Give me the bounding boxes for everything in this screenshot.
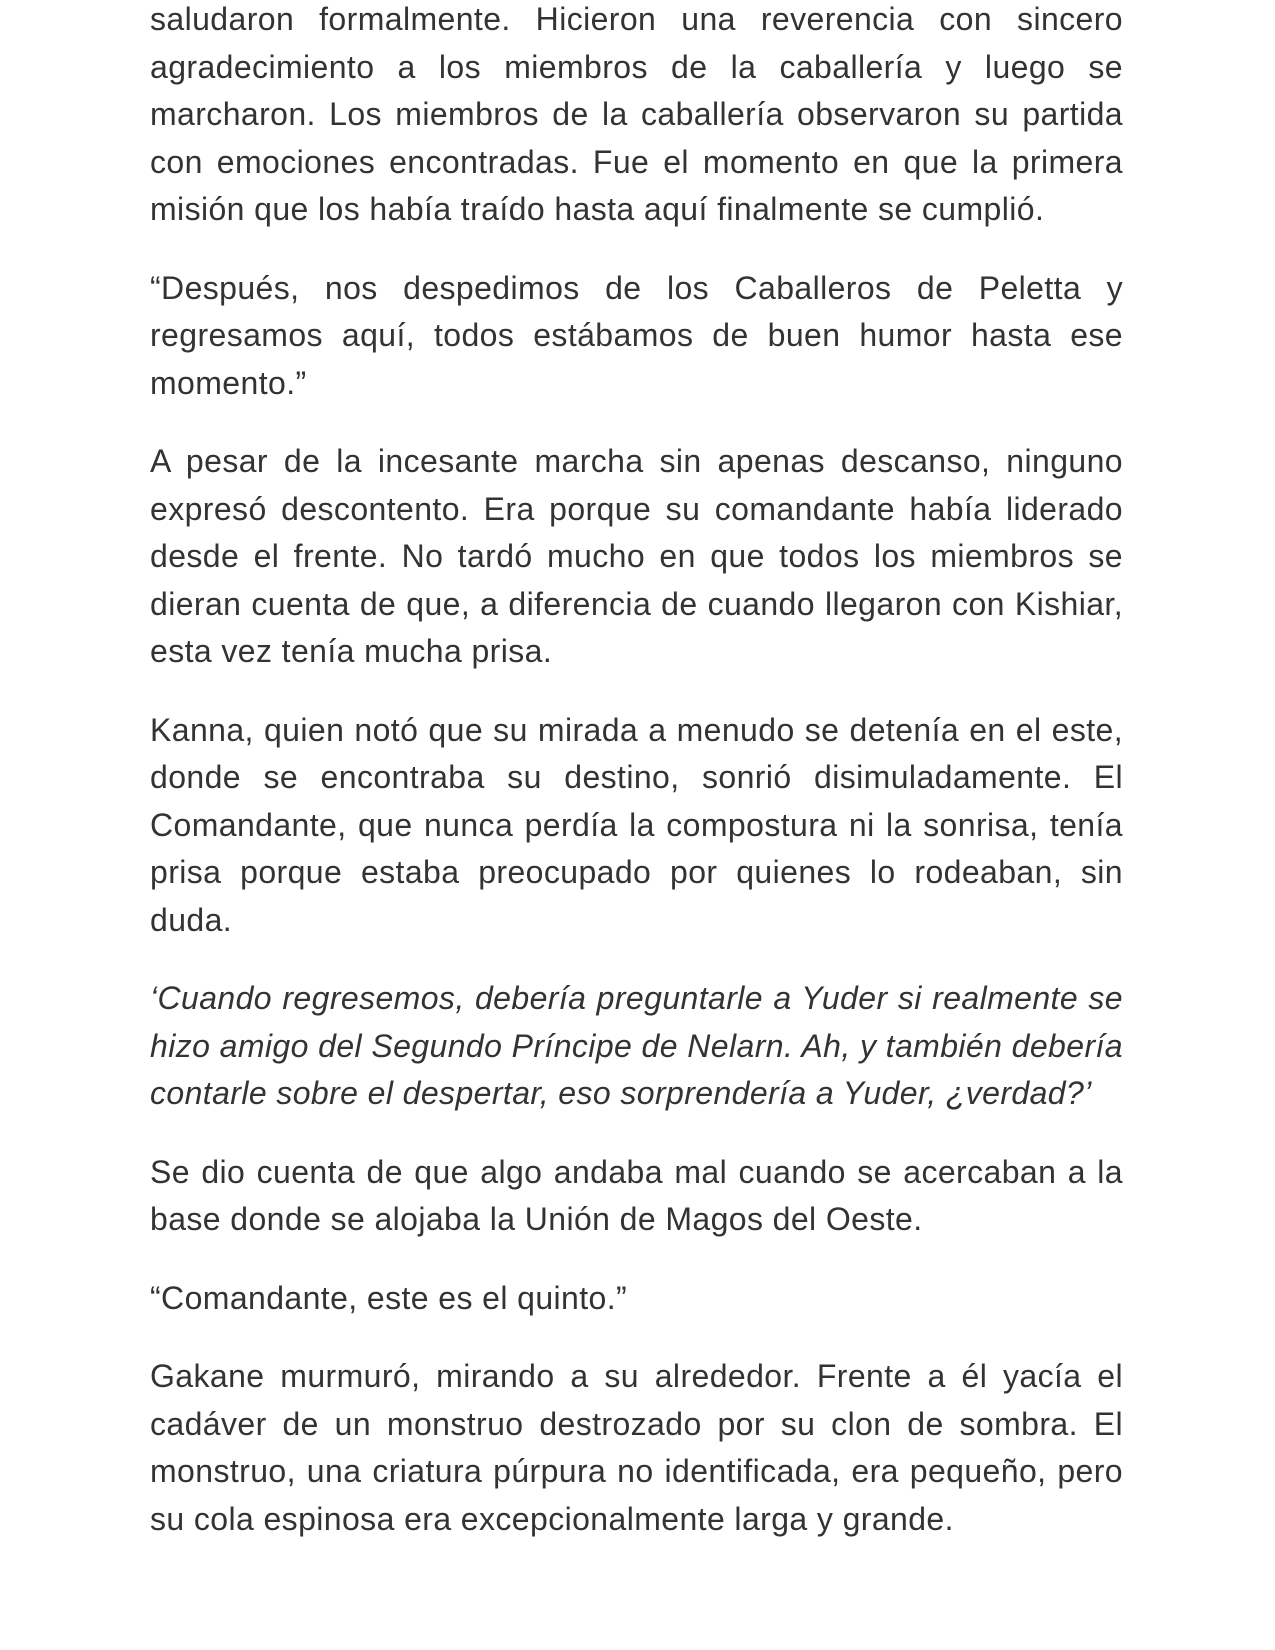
- paragraph: “Comandante, este es el quinto.”: [150, 1279, 628, 1316]
- paragraph: Gakane murmuró, mirando a su alrededor. Frente a él yacía el cadáver de un monstruo destrozado por su clon de sombra. El monstruo, una criatura púrpura no identificada, era pequeño, pero su cola espinosa era excepcionalmente larga y grande.: [150, 1358, 1123, 1537]
- paragraph: “Después, nos despedimos de los Caballeros de Peletta y regresamos aquí, todos estábamos de buen humor hasta ese momento.”: [150, 269, 1123, 401]
- italic-thought-paragraph: ‘Cuando regresemos, debería preguntarle a Yuder si realmente se hizo amigo del Segundo Príncipe de Nelarn. Ah, y también debería contarle sobre el despertar, eso sorprendería a Yuder, ¿verdad?’: [150, 980, 1123, 1111]
- document-page: [150, 0, 1123, 1574]
- paragraph: Kanna, quien notó que su mirada a menudo se detenía en el este, donde se encontraba su destino, sonrió disimuladamente. El Comandante, que nunca perdía la compostura ni la sonrisa, tenía prisa porque estaba preocupado por quienes lo rodeaban, sin duda.: [150, 711, 1123, 938]
- paragraph: A pesar de la incesante marcha sin apenas descanso, ninguno expresó descontento. Era porque su comandante había liderado desde el frente. No tardó mucho en que todos los miembros se dieran cuenta de que, a diferencia de cuando llegaron con Kishiar, esta vez tenía mucha prisa.: [150, 443, 1123, 669]
- paragraph: saludaron formalmente. Hicieron una reverencia con sincero agradecimiento a los miembros de la caballería y luego se marcharon. Los miembros de la caballería observaron su partida con emociones encontradas. Fue el momento en que la primera misión que los había traído hasta aquí finalmente se cumplió.: [150, 1, 1123, 227]
- paragraph: Se dio cuenta de que algo andaba mal cuando se acercaban a la base donde se alojaba la Unión de Magos del Oeste.: [150, 1153, 1123, 1237]
